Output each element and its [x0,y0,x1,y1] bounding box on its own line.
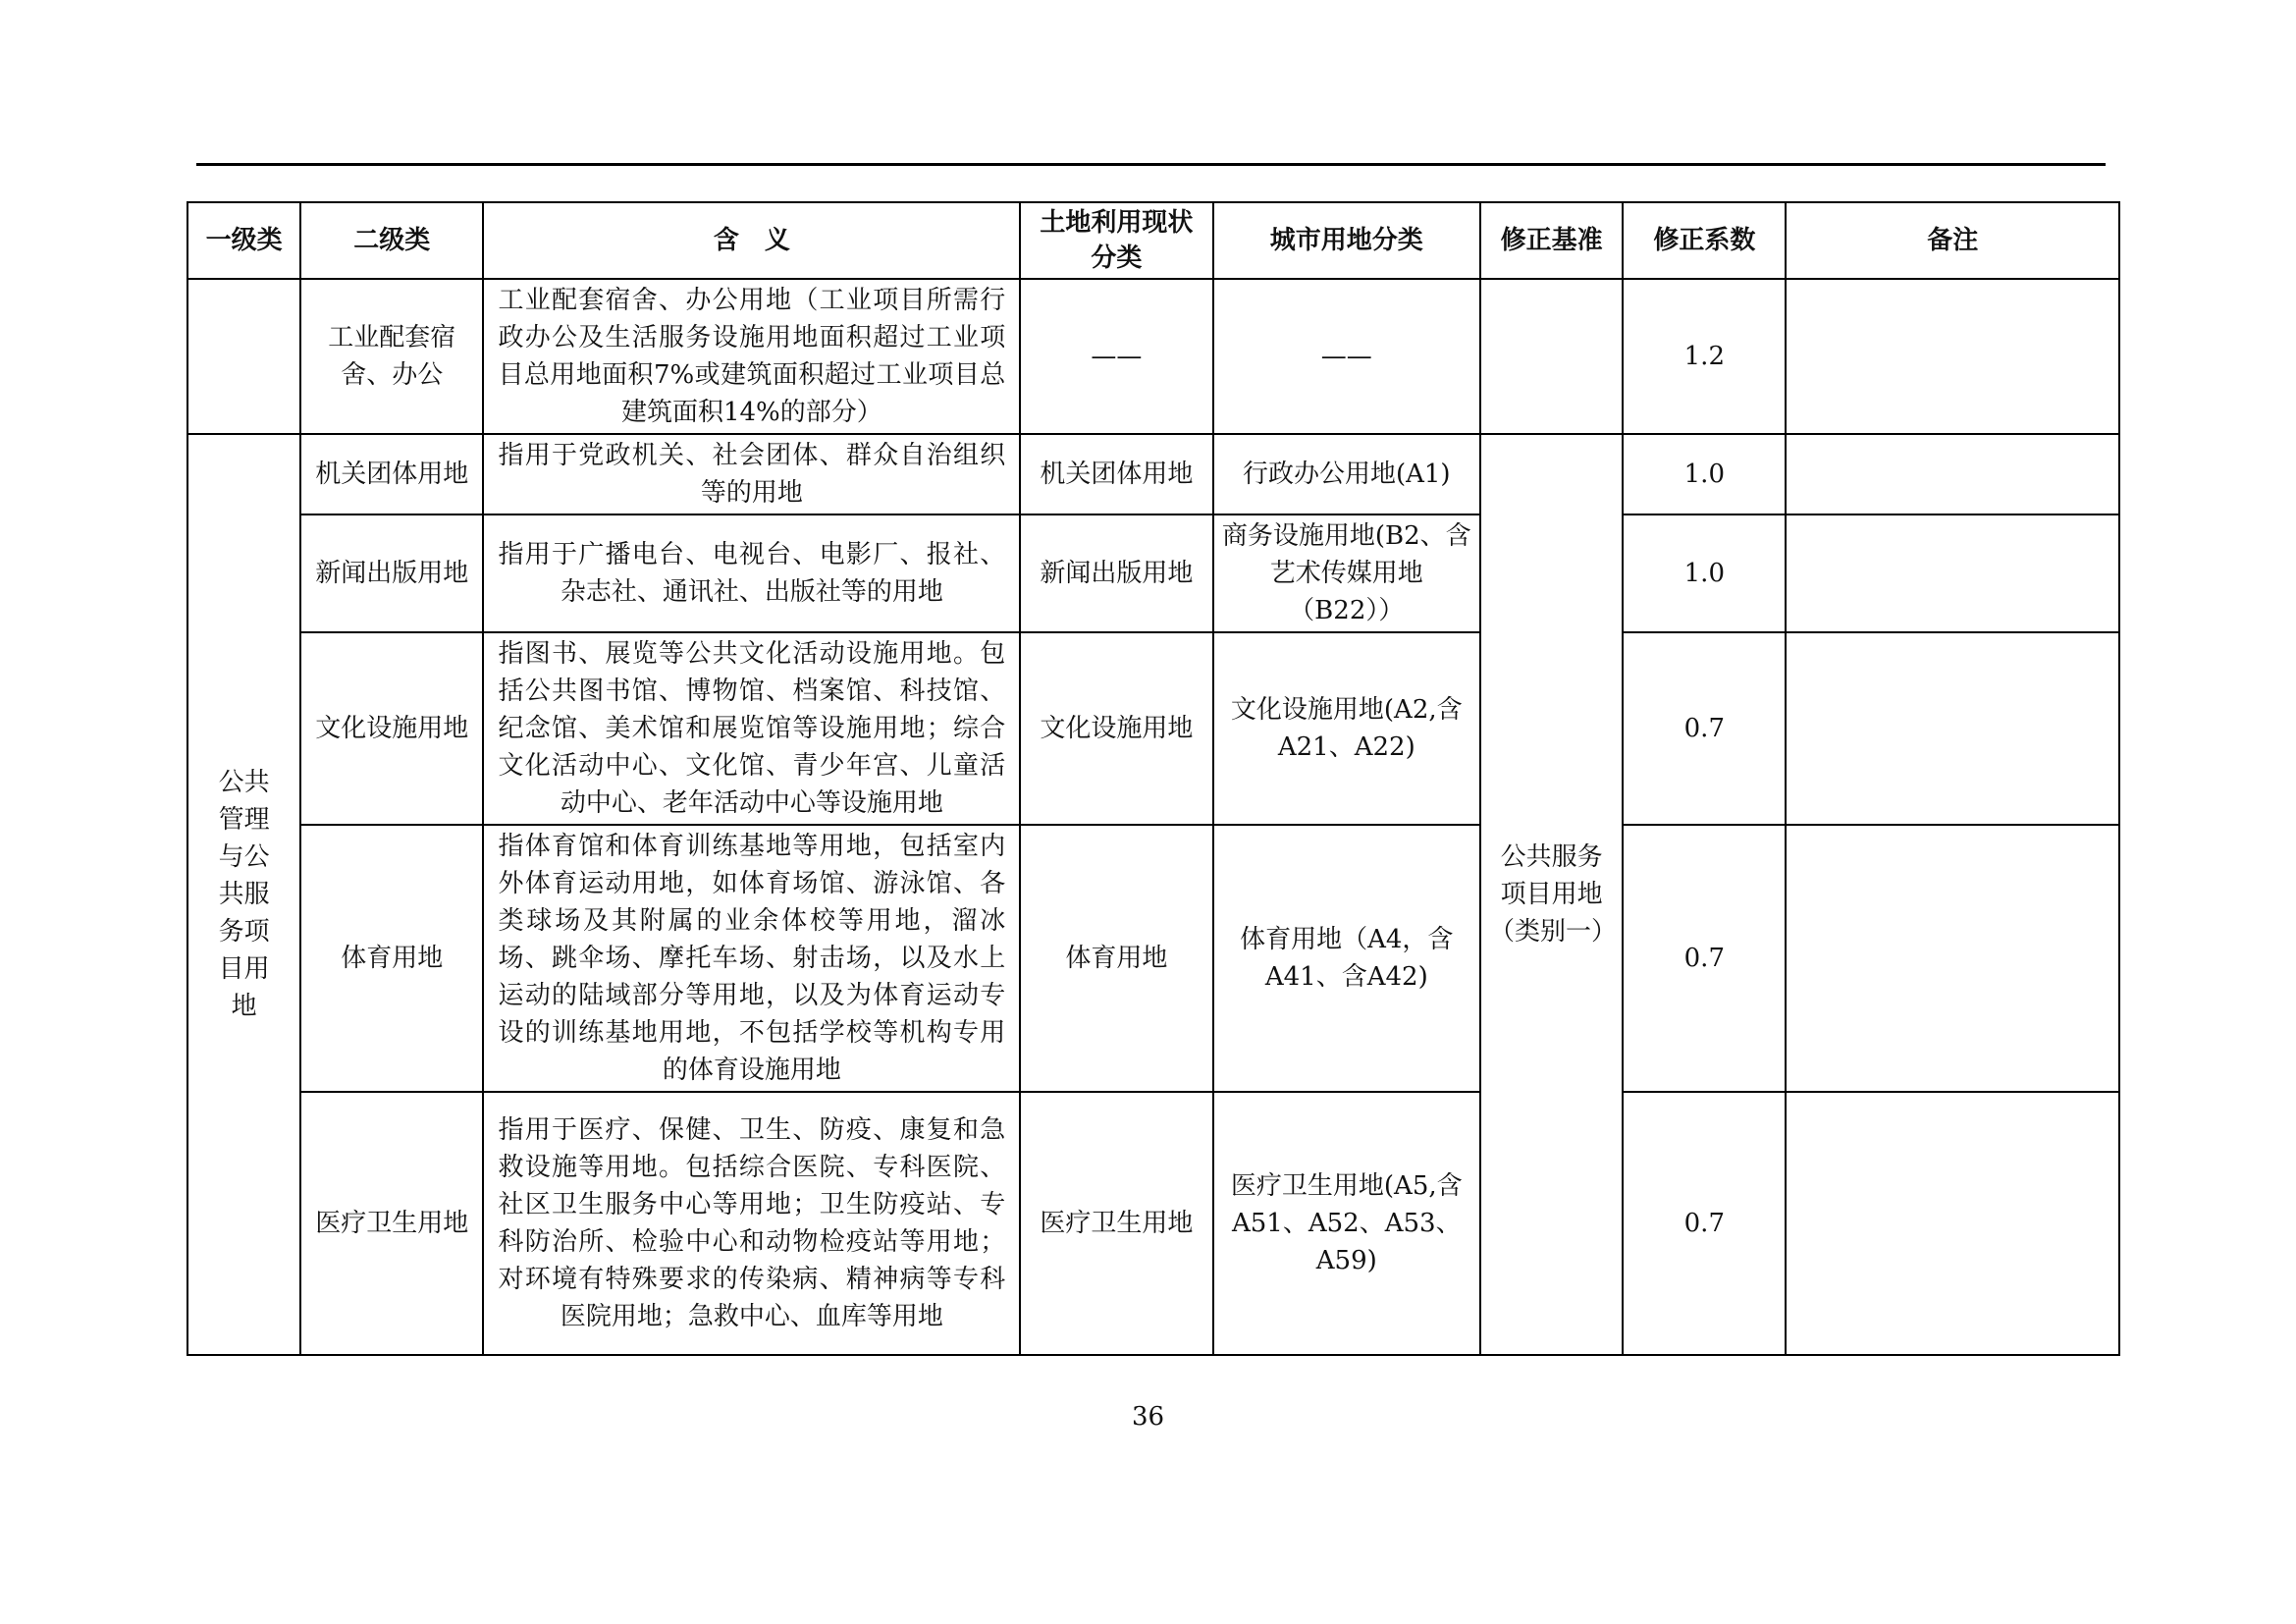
sub-category: 体育用地 [300,825,483,1092]
landuse-cell: 体育用地 [1020,825,1212,1092]
table-row [187,279,2119,434]
table-row [187,825,2119,1092]
header-meaning: 含 义 [483,202,1020,279]
note-cell [1786,514,2119,632]
header-landuse: 土地利用现状分类 [1020,202,1212,279]
landuse-cell: 机关团体用地 [1020,434,1212,514]
landuse-cell: 文化设施用地 [1020,632,1212,825]
meaning-cell: 工业配套宿舍、办公用地（工业项目所需行政办公及生活服务设施用地面积超过工业项目总用地面积7%或建筑面积超过工业项目总建筑面积14%的部分） [483,279,1020,434]
coef-cell: 1.0 [1623,514,1786,632]
basis-cell-empty [1480,279,1623,434]
coef-cell: 0.7 [1623,825,1786,1092]
table-row [187,434,2119,514]
basis-category: 公共服务项目用地（类别一） [1480,434,1623,1355]
table-row [187,514,2119,632]
coef-cell: 0.7 [1623,632,1786,825]
level1-cell-empty [187,279,300,434]
meaning-cell: 指用于医疗、保健、卫生、防疫、康复和急救设施等用地。包括综合医院、专科医院、社区卫生服务中心等用地；卫生防疫站、专科防治所、检验中心和动物检疫站等用地；对环境有特殊要求的传染病、精神病等专科医院用地；急救中心、血库等用地 [483,1092,1020,1355]
urban-cell: 医疗卫生用地(A5,含A51、A52、A53、A59) [1213,1092,1480,1355]
header-note: 备注 [1786,202,2119,279]
landuse-cell: —— [1020,279,1212,434]
header-level1: 一级类 [187,202,300,279]
land-classification-table [187,201,2120,1356]
header-level2: 二级类 [300,202,483,279]
table-row [187,1092,2119,1355]
landuse-cell: 医疗卫生用地 [1020,1092,1212,1355]
header-rule [196,163,2106,166]
meaning-cell: 指体育馆和体育训练基地等用地，包括室内外体育运动用地，如体育场馆、游泳馆、各类球场及其附属的业余体校等用地，溜冰场、跳伞场、摩托车场、射击场，以及水上运动的陆域部分等用地，以及为体育运动专设的训练基地用地，不包括学校等机构专用的体育设施用地 [483,825,1020,1092]
table-header-row [187,202,2119,279]
header-basis: 修正基准 [1480,202,1623,279]
urban-cell: 体育用地（A4，含A41、含A42) [1213,825,1480,1092]
sub-category: 新闻出版用地 [300,514,483,632]
level1-category: 公共管理与公共服务项目用地 [187,434,300,1355]
sub-category: 医疗卫生用地 [300,1092,483,1355]
meaning-cell: 指图书、展览等公共文化活动设施用地。包括公共图书馆、博物馆、档案馆、科技馆、纪念馆、美术馆和展览馆等设施用地；综合文化活动中心、文化馆、青少年宫、儿童活动中心、老年活动中心等设施用地 [483,632,1020,825]
sub-category: 文化设施用地 [300,632,483,825]
header-coef: 修正系数 [1623,202,1786,279]
coef-cell: 0.7 [1623,1092,1786,1355]
note-cell [1786,1092,2119,1355]
urban-cell: 文化设施用地(A2,含A21、A22) [1213,632,1480,825]
urban-cell: —— [1213,279,1480,434]
meaning-cell: 指用于广播电台、电视台、电影厂、报社、杂志社、通讯社、出版社等的用地 [483,514,1020,632]
urban-cell: 商务设施用地(B2、含艺术传媒用地（B22）） [1213,514,1480,632]
sub-category: 工业配套宿舍、办公 [300,279,483,434]
note-cell [1786,632,2119,825]
coef-cell: 1.2 [1623,279,1786,434]
urban-cell: 行政办公用地(A1) [1213,434,1480,514]
page-number: 36 [1131,1402,1165,1432]
landuse-cell: 新闻出版用地 [1020,514,1212,632]
note-cell [1786,825,2119,1092]
meaning-cell: 指用于党政机关、社会团体、群众自治组织等的用地 [483,434,1020,514]
note-cell [1786,279,2119,434]
coef-cell: 1.0 [1623,434,1786,514]
note-cell [1786,434,2119,514]
sub-category: 机关团体用地 [300,434,483,514]
table-row [187,632,2119,825]
header-urban: 城市用地分类 [1213,202,1480,279]
